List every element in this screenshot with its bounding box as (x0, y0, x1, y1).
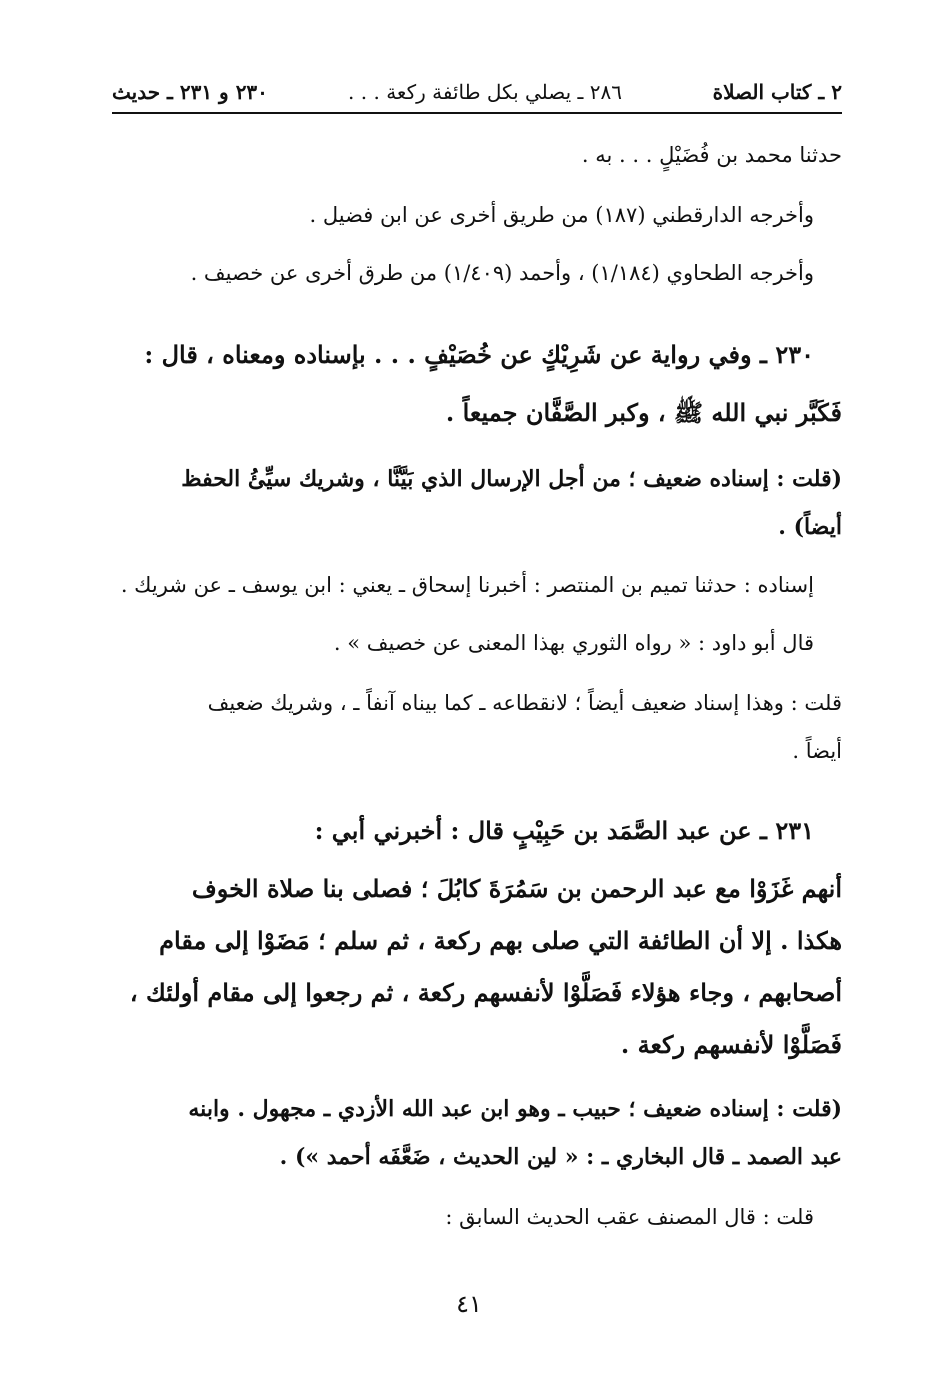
abu-dawud-line: قال أبو داود : « رواه الثوري بهذا المعنى عن خصيف » . (333, 631, 814, 655)
hadith-231-title: ٢٣١ ـ عن عبد الصَّمَد بن حَبِيْبٍ قال : أخبرني أبي : (314, 816, 814, 845)
commentary-230: (قلت : إسناده ضعيف ؛ من أجل الإرسال الذي بَيَّنَّا ، وشريك سيِّئُ الحفظ (181, 466, 842, 492)
header-rule (112, 112, 842, 114)
text-line: قلت : قال المصنف عقب الحديث السابق : (445, 1205, 814, 1229)
hadith-231-text: أنهم غَزَوْا مع عبد الرحمن بن سَمُرَةَ كابُلَ ؛ فصلى بنا صلاة الخوف (191, 874, 842, 903)
text-line: حدثنا محمد بن فُضَيْلٍ . . . به . (581, 143, 842, 167)
note-line-cont: أيضاً . (792, 739, 842, 763)
hadith-231-text: أصحابهم ، وجاء هؤلاء فَصَلَّوْا لأنفسهم ركعة ، ثم رجعوا إلى مقام أولئك ، (129, 978, 842, 1007)
commentary-230-cont: أيضاً) . (778, 514, 842, 540)
text-line: وأخرجه الطحاوي (١/١٨٤) ، وأحمد (١/٤٠٩) من طرق أخرى عن خصيف . (190, 261, 814, 285)
page-number: ٤١ (456, 1290, 482, 1318)
header-chapter: ٢ ـ كتاب الصلاة (712, 80, 842, 104)
isnad-line: إسناده : حدثنا تميم بن المنتصر : أخبرنا إسحاق ـ يعني : ابن يوسف ـ عن شريك . (120, 573, 814, 597)
header-hadith-range: ٢٣٠ و ٢٣١ ـ حديث (112, 80, 268, 104)
running-header (112, 78, 842, 108)
commentary-231-cont: عبد الصمد ـ قال البخاري ـ : « لين الحديث ، ضَعَّفَه أحمد ») . (279, 1144, 842, 1170)
hadith-230-title: ٢٣٠ ـ وفي رواية عن شَرِيْكٍ عن خُصَيْفٍ . . . بإسناده ومعناه ، قال : (144, 340, 814, 369)
text-line: وأخرجه الدارقطني (١٨٧) من طريق أخرى عن ابن فضيل . (309, 203, 814, 227)
commentary-231: (قلت : إسناده ضعيف ؛ حبيب ـ وهو ابن عبد الله الأزدي ـ مجهول . وابنه (188, 1096, 842, 1122)
header-section: ٢٨٦ ـ يصلي بكل طائفة ركعة . . . (348, 80, 622, 104)
hadith-231-text: هكذا . إلا أن الطائفة التي صلى بهم ركعة ، ثم سلم ؛ مَضَوْا إلى مقام (159, 926, 842, 955)
hadith-231-text: فَصَلَّوْا لأنفسهم ركعة . (620, 1030, 842, 1059)
note-line: قلت : وهذا إسناد ضعيف أيضاً ؛ لانقطاعه ـ كما بيناه آنفاً ـ ، وشريك ضعيف (207, 691, 842, 715)
hadith-230-text: فَكَبَّر نبي الله ﷺ ، وكبر الصَّفَّان جميعاً . (445, 398, 842, 427)
